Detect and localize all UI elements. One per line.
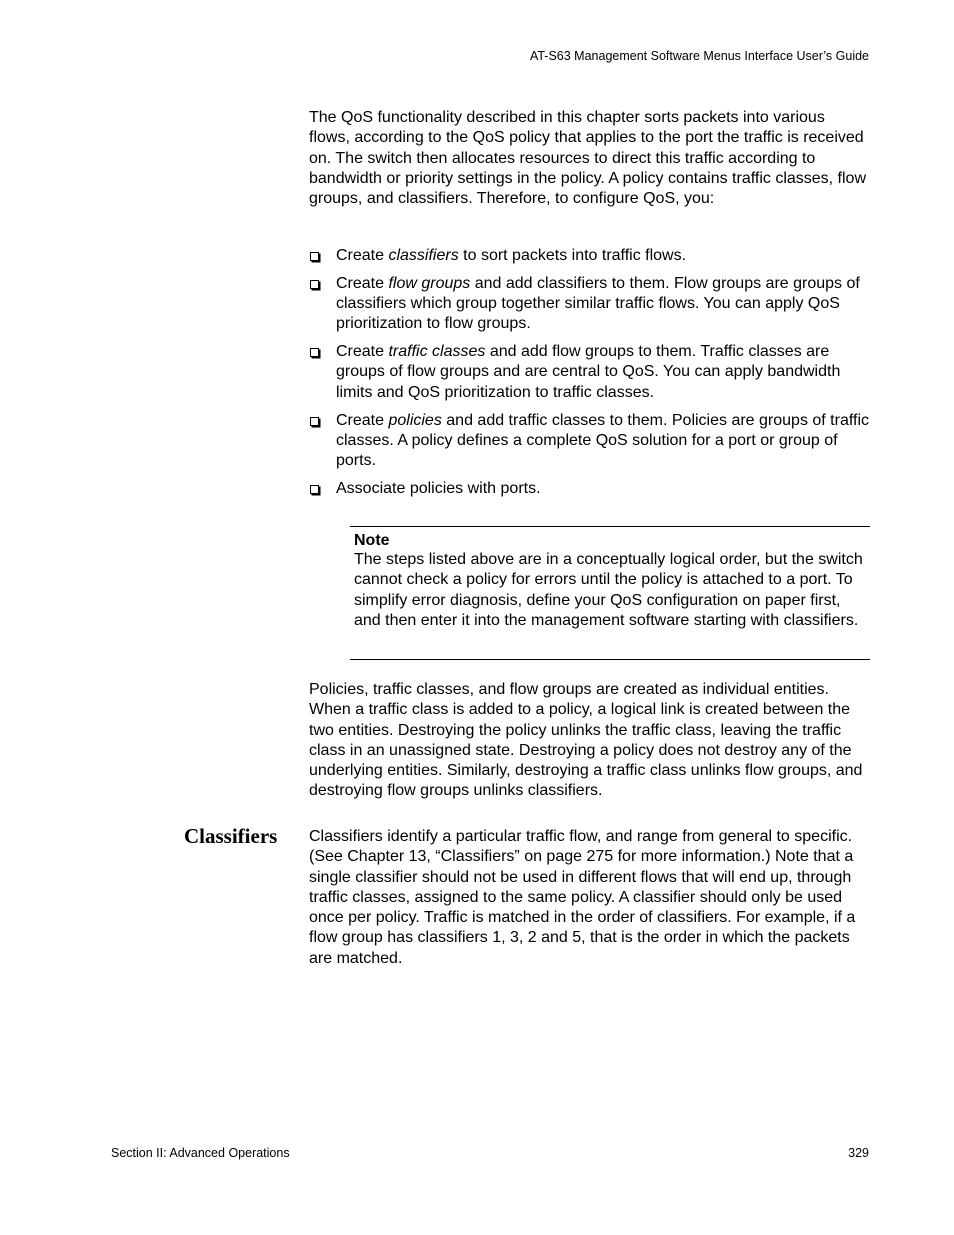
entities-paragraph: Policies, traffic classes, and flow groups are created as individual entities. When a traffic class is added to a policy, a logical link is created between the two entities. Destroying the policy unlinks the traffic class, leaving the traffic class in an unassigned state. Destroying a policy does not destroy any of the underlying entities. Similarly, destroying a traffic class unlinks flow groups, and destroying flow groups unlinks classifiers.	[309, 681, 863, 800]
section-heading-classifiers: Classifiers	[184, 824, 278, 848]
list-item-term: traffic classes	[388, 343, 486, 361]
list-item-lead: Create	[336, 343, 389, 361]
list-item-rest: to sort packets into traffic flows.	[458, 247, 687, 264]
list-item-rest: and add classifiers to them. Flow groups are groups of classifiers which group together similar traffic flows. You can apply QoS prioritization to flow groups.	[336, 274, 860, 333]
note-body: The steps listed above are in a conceptually logical order, but the switch cannot check a policy for errors until the policy is attached to a port. To simplify error diagnosis, define your QoS configuration on paper first, and then enter it into the management software starting with classifiers.	[354, 551, 863, 629]
list-item-rest: and add traffic classes to them. Policies are groups of traffic classes. A policy defines a complete QoS solution for a port or group of ports.	[336, 411, 870, 470]
list-item-lead: Create	[336, 274, 389, 292]
checkbox-bullet-icon	[310, 280, 319, 289]
list-item-rest: and add flow groups to them. Traffic classes are groups of flow groups and are central to QoS. You can apply bandwidth limits and QoS prioritization to traffic classes.	[336, 343, 841, 401]
list-item	[309, 411, 869, 472]
list-item	[309, 246, 869, 266]
list-item	[309, 342, 869, 403]
list-item-term: classifiers	[388, 247, 459, 264]
footer-section-label: Section II: Advanced Operations	[111, 1146, 290, 1160]
page-number: 329	[848, 1146, 869, 1160]
configuration-steps-list	[309, 246, 869, 507]
list-item-lead: Create	[336, 247, 389, 264]
checkbox-bullet-icon	[310, 348, 319, 357]
note-title: Note	[354, 532, 390, 549]
list-item-lead: Associate policies with ports.	[336, 479, 541, 497]
running-header: AT-S63 Management Software Menus Interface User’s Guide	[529, 49, 869, 63]
list-item	[309, 274, 869, 335]
note-box	[350, 526, 870, 660]
list-item-term: policies	[388, 411, 442, 429]
intro-paragraph: The QoS functionality described in this chapter sorts packets into various flows, according to the QoS policy that applies to the port the traffic is received on. The switch then allocates resources to direct this traffic according to bandwidth or priority settings in the policy. A policy contains traffic classes, flow groups, and classifiers. Therefore, to configure QoS, you:	[309, 109, 867, 208]
checkbox-bullet-icon	[310, 252, 319, 261]
checkbox-bullet-icon	[310, 417, 319, 426]
checkbox-bullet-icon	[310, 485, 319, 494]
list-item	[309, 479, 869, 499]
list-item-lead: Create	[336, 411, 389, 429]
classifiers-paragraph: Classifiers identify a particular traffic flow, and range from general to specific. (See Chapter 13, “Classifiers” on page 275 for more information.) Note that a single classifier should not be used in different flows that will end up, through traffic classes, assigned to the same policy. A classifier should only be used once per policy. Traffic is matched in the order of classifiers. For example, if a flow group has classifiers 1, 3, 2 and 5, that is the order in which the packets are matched.	[309, 828, 856, 967]
list-item-term: flow groups	[388, 274, 471, 292]
